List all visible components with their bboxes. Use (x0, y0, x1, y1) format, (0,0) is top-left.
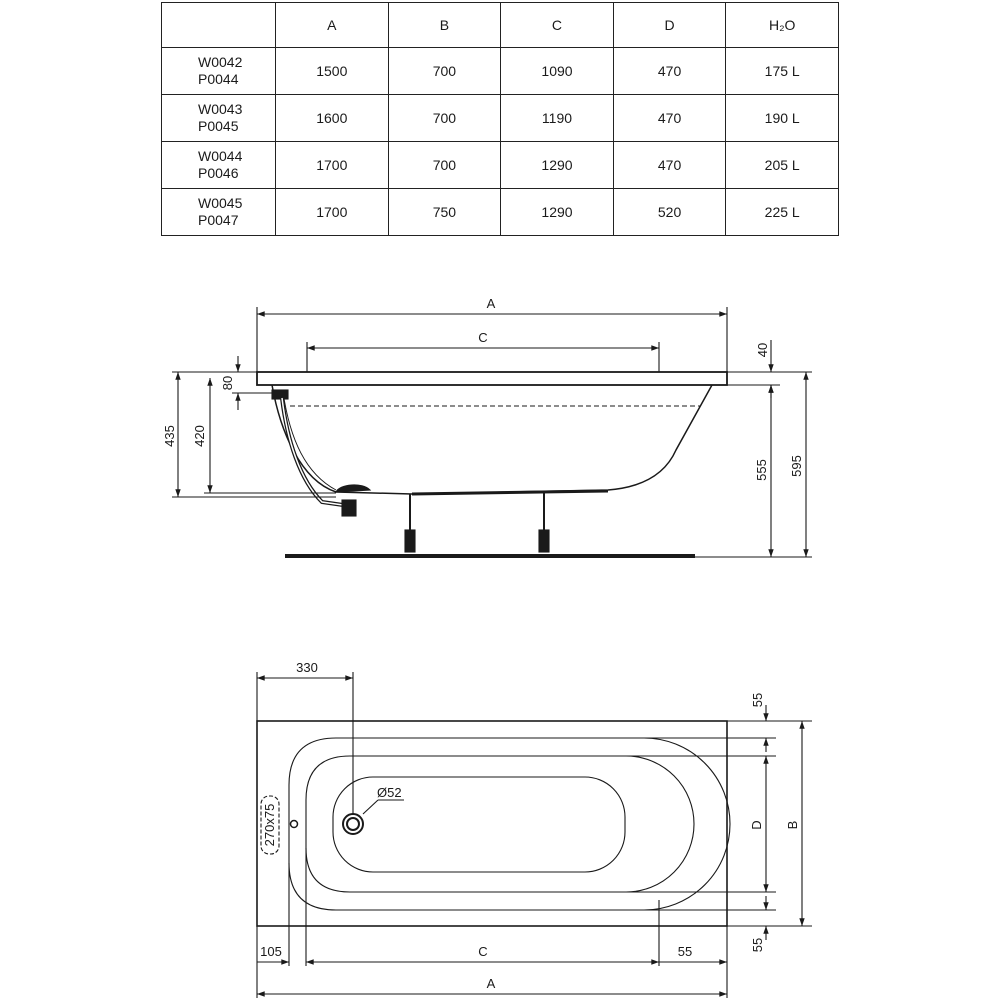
cell-A: 1600 (276, 95, 389, 142)
side-label-420: 420 (192, 425, 207, 447)
floor-line (285, 554, 695, 558)
cell-C: 1290 (501, 189, 614, 236)
bathtub-rim (257, 372, 727, 385)
bathtub-legs (405, 493, 549, 552)
cell-D: 470 (613, 48, 726, 95)
side-view (172, 307, 812, 558)
drain-icon (343, 800, 404, 834)
basin-outer (289, 738, 730, 910)
cell-D: 470 (613, 95, 726, 142)
top-label-C: C (478, 944, 488, 959)
bathtub-body (272, 385, 712, 494)
side-label-595: 595 (789, 455, 804, 477)
cell-B: 750 (388, 189, 501, 236)
top-label-55: 55 (677, 944, 693, 959)
cell-A: 1700 (276, 189, 389, 236)
top-label-55-bottom: 55 (750, 937, 765, 953)
overflow-hole (291, 821, 298, 828)
side-label-435: 435 (162, 425, 177, 447)
cell-D: 470 (613, 142, 726, 189)
top-label-D: D (749, 820, 764, 830)
side-label-A: A (486, 296, 496, 311)
cell-A: 1700 (276, 142, 389, 189)
top-label-330: 330 (296, 660, 318, 675)
top-label-A: A (486, 976, 496, 991)
side-label-40: 40 (755, 342, 770, 358)
cell-C: 1090 (501, 48, 614, 95)
cell-C: 1190 (501, 95, 614, 142)
side-label-80: 80 (220, 375, 235, 391)
drain-label: Ø52 (377, 785, 402, 800)
cell-water: 175 L (726, 48, 839, 95)
top-label-55-top: 55 (750, 692, 765, 708)
header-cell-B: B (388, 3, 501, 48)
cell-B: 700 (388, 48, 501, 95)
top-view (257, 672, 812, 998)
cell-B: 700 (388, 95, 501, 142)
cell-B: 700 (388, 142, 501, 189)
header-cell-water: H₂O (726, 3, 839, 48)
model-code: P0047 (198, 212, 239, 228)
cell-D: 520 (613, 189, 726, 236)
model-code: W0042 (198, 54, 243, 70)
model-code: P0045 (198, 118, 239, 134)
model-code: P0044 (198, 71, 239, 87)
header-cell-C: C (501, 3, 614, 48)
cell-A: 1500 (276, 48, 389, 95)
model-code: P0046 (198, 165, 239, 181)
header-cell-D: D (613, 3, 726, 48)
side-label-555: 555 (754, 459, 769, 481)
top-label-105: 105 (260, 944, 282, 959)
overflow-label: 270x75 (262, 803, 277, 847)
cell-water: 225 L (726, 189, 839, 236)
cell-water: 190 L (726, 95, 839, 142)
cell-water: 205 L (726, 142, 839, 189)
header-cell-A: A (276, 3, 389, 48)
bathtub-outline (257, 721, 727, 926)
side-label-C: C (478, 330, 488, 345)
model-code: W0044 (198, 148, 243, 164)
model-code: W0043 (198, 101, 243, 117)
top-label-B: B (785, 820, 800, 830)
model-code: W0045 (198, 195, 243, 211)
cell-C: 1290 (501, 142, 614, 189)
